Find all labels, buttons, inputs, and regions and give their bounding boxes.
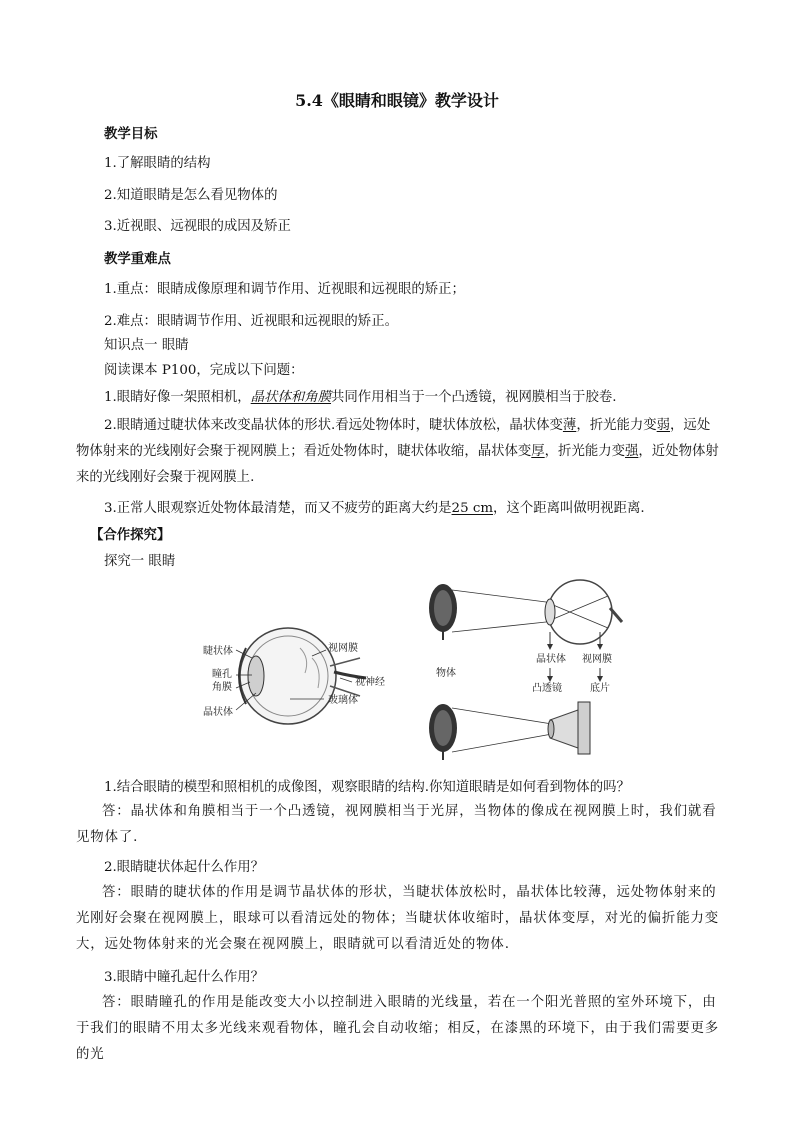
label-lens: 晶状体 bbox=[203, 707, 233, 718]
explore-question-2: 2.眼睛睫状体起什么作用？ bbox=[104, 860, 265, 875]
label-object: 物体 bbox=[436, 668, 456, 679]
explore-question-3: 3.眼睛中瞳孔起什么作用？ bbox=[104, 970, 265, 985]
answer-blank: 厚 bbox=[531, 444, 545, 459]
goal-2: 2.知道眼睛是怎么看见物体的 bbox=[104, 188, 278, 203]
answer-blank: 弱 bbox=[656, 418, 671, 433]
explore-1-heading: 探究一 眼睛 bbox=[104, 554, 176, 569]
answer-blank: 25 cm bbox=[451, 501, 494, 516]
label-lens-2: 晶状体 bbox=[536, 654, 566, 665]
answer-blank: 晶状体和角膜 bbox=[250, 390, 332, 405]
label-film: 底片 bbox=[590, 683, 610, 694]
label-retina: 视网膜 bbox=[328, 643, 358, 654]
cooperation-heading: 【合作探究】 bbox=[90, 527, 171, 543]
explore-answer-3: 答：眼睛瞳孔的作用是能改变大小以控制进入眼睛的光线量，若在一个阳光普照的室外环境下，由于我们的眼睛不用太多光线来观看物体，瞳孔会自动收缩；相反，在漆黑的环境下，由于我们需要更多的光 bbox=[76, 995, 720, 1062]
answer-blank: 强 bbox=[625, 444, 639, 459]
reading-instruction: 阅读课本 P100，完成以下问题： bbox=[104, 363, 304, 378]
goal-3: 3.近视眼、远视眼的成因及矫正 bbox=[104, 219, 291, 234]
explore-answer-1: 答：晶状体和角膜相当于一个凸透镜，视网膜相当于光屏，当物体的像成在视网膜上时，我们就看见物体了. bbox=[76, 804, 717, 845]
eye-imaging-diagram bbox=[429, 580, 622, 694]
eye-figures bbox=[0, 578, 794, 778]
label-optic-nerve: 视神经 bbox=[355, 677, 385, 688]
explore-question-1: 1.结合眼睛的模型和照相机的成像图，观察眼睛的结构.你知道眼睛是如何看到物体的吗？ bbox=[104, 780, 630, 795]
question-2: 2.眼睛通过睫状体来改变晶状体的形状.看远处物体时，睫状体放松，晶状体变薄，折光能力变弱，远处物体射来的光线刚好会聚于视网膜上；看近处物体时，睫状体收缩，晶状体变厚，折光能力变强，近处物体射来的光线刚好会聚于视网膜上. bbox=[76, 418, 719, 485]
question-1: 1.眼睛好像一架照相机，晶状体和角膜共同作用相当于一个凸透镜，视网膜相当于胶卷. bbox=[104, 390, 617, 405]
label-pupil: 瞳孔 bbox=[212, 669, 232, 680]
knowledge-point-heading: 知识点一 眼睛 bbox=[104, 338, 189, 353]
page-title: 5.4《眼睛和眼镜》教学设计 bbox=[295, 91, 499, 110]
label-ciliary: 睫状体 bbox=[203, 646, 233, 657]
key-heading: 教学重难点 bbox=[104, 251, 171, 267]
label-cornea: 角膜 bbox=[212, 682, 232, 693]
eye-cross-section bbox=[203, 628, 385, 724]
goals-heading: 教学目标 bbox=[104, 126, 158, 142]
key-2: 2.难点：眼睛调节作用、近视眼和远视眼的矫正。 bbox=[104, 314, 398, 329]
goal-1: 1.了解眼睛的结构 bbox=[104, 156, 211, 171]
key-1: 1.重点：眼睛成像原理和调节作用、近视眼和远视眼的矫正； bbox=[104, 282, 465, 297]
camera-imaging-diagram bbox=[429, 702, 590, 760]
label-convex-lens: 凸透镜 bbox=[532, 683, 562, 694]
answer-blank: 薄 bbox=[562, 418, 577, 433]
label-vitreous: 玻璃体 bbox=[328, 695, 358, 706]
explore-answer-2: 答：眼睛的睫状体的作用是调节晶状体的形状，当睫状体放松时，晶状体比较薄，远处物体射来的光刚好会聚在视网膜上，眼球可以看清远处的物体；当睫状体收缩时，晶状体变厚，对光的偏折能力变大，远处物体射来的光会聚在视网膜上，眼睛就可以看清近处的物体. bbox=[76, 885, 720, 952]
question-3: 3.正常人眼观察近处物体最清楚，而又不疲劳的距离大约是25 cm，这个距离叫做明视距离. bbox=[104, 501, 645, 516]
label-retina-2: 视网膜 bbox=[582, 654, 612, 665]
